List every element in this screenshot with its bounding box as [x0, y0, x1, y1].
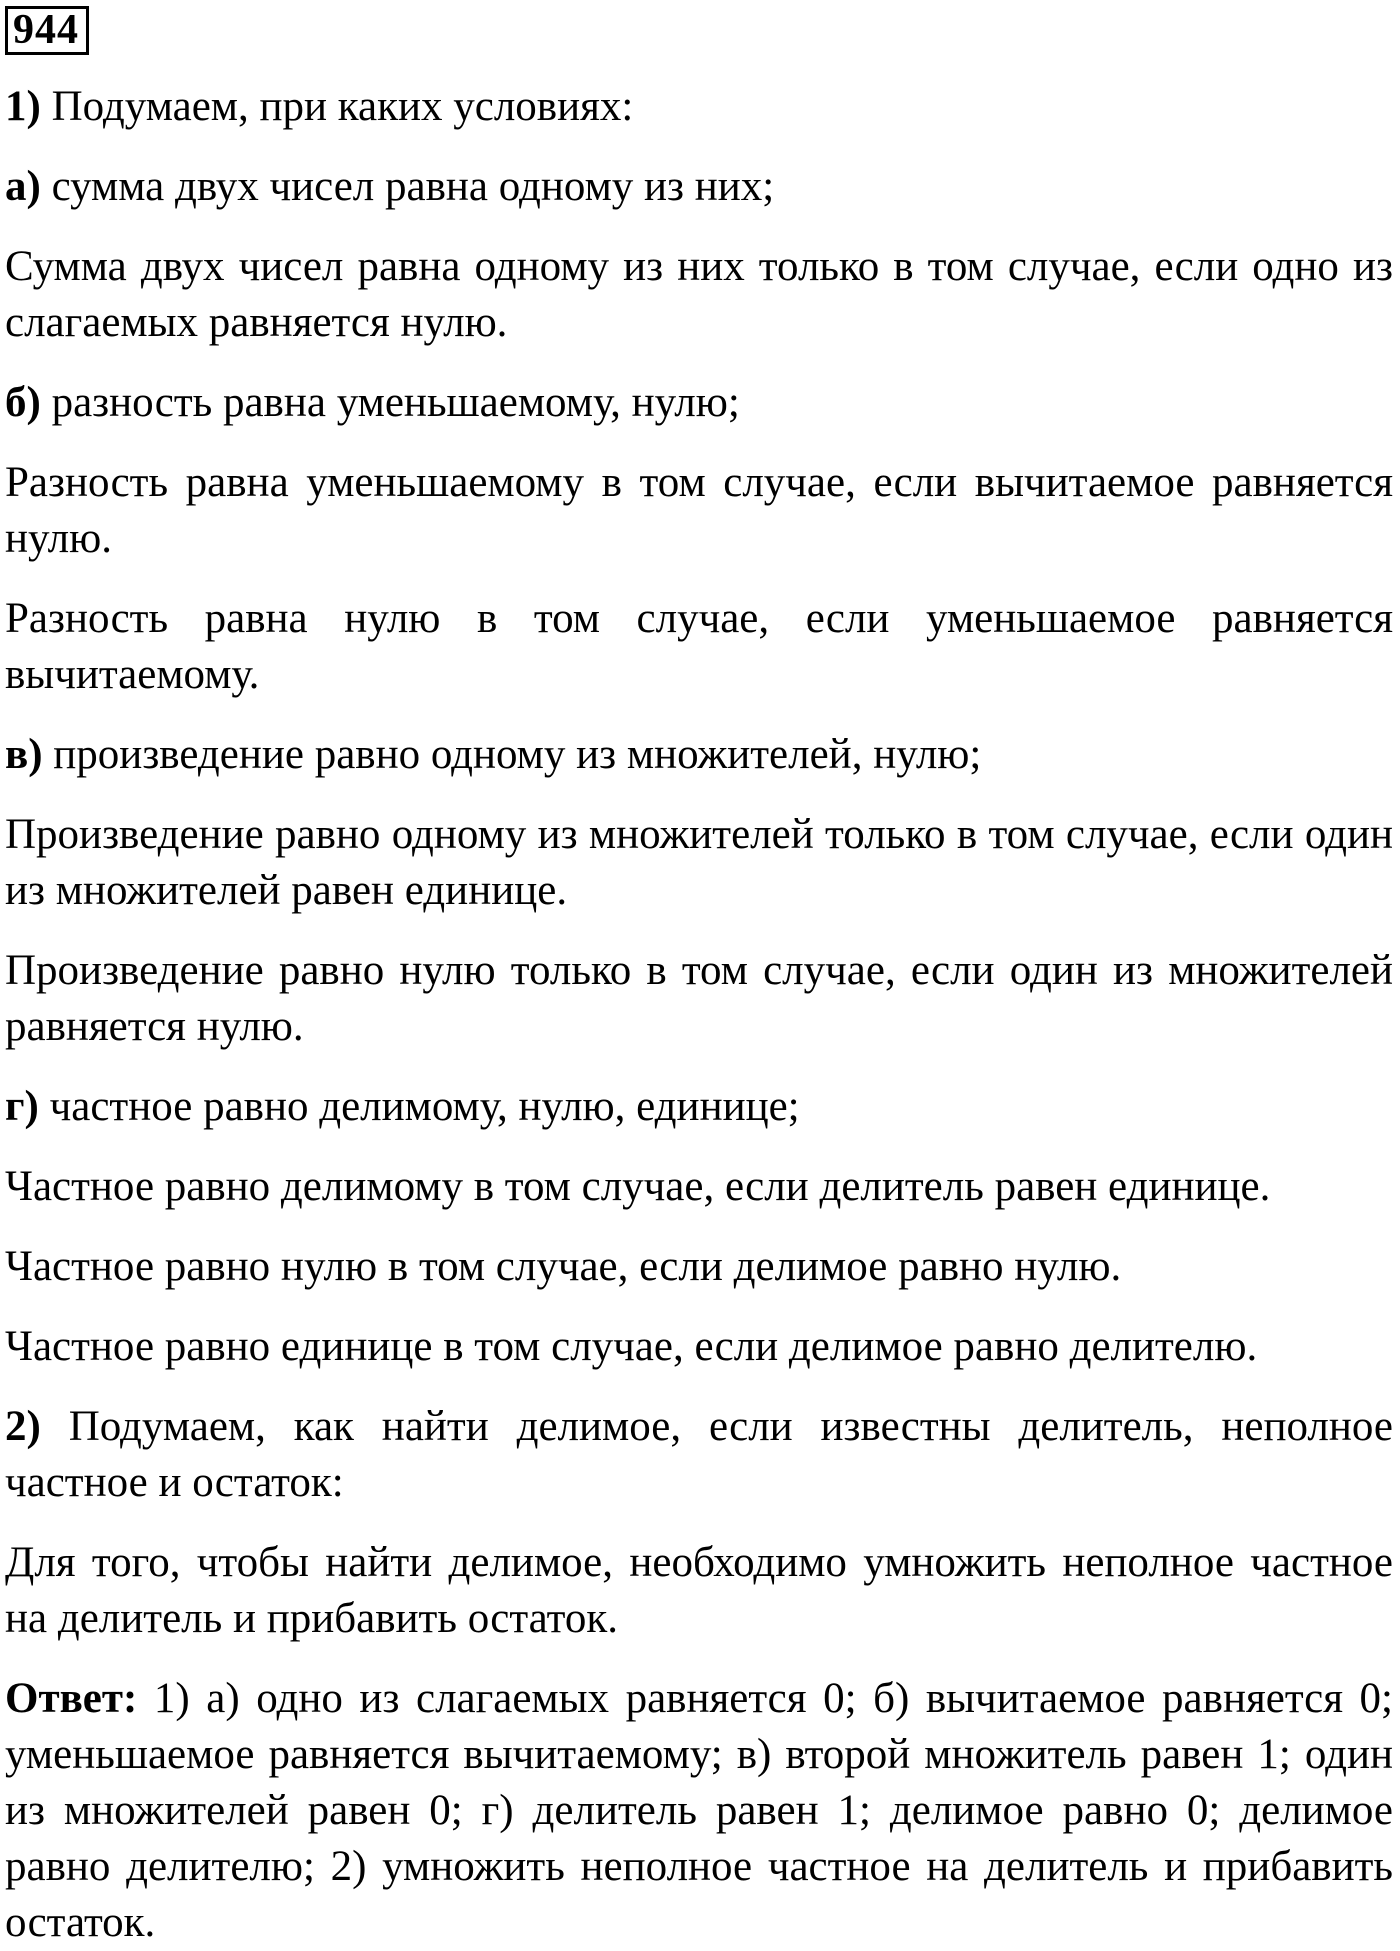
question-v-text: произведение равно одному из множителей, нулю;: [42, 731, 982, 778]
question-b: [5, 375, 1393, 431]
answer-b-1: Разность равна уменьшаемому в том случае, если вычитаемое равняется нулю.: [5, 459, 1393, 562]
answer-g-1: Частное равно делимому в том случае, если делитель равен единице.: [5, 1163, 1271, 1210]
final-answer: [5, 1671, 1393, 1951]
question-b-text: разность равна уменьшаемому, нулю;: [40, 379, 740, 426]
question-b-label: б): [5, 379, 41, 426]
answer-v-2: Произведение равно нулю только в том случае, если один из множителей равняется нулю.: [5, 947, 1393, 1050]
task-number-box: 944: [5, 6, 89, 55]
answer-a: Сумма двух чисел равна одному из них только в том случае, если одно из слагаемых равняется нулю.: [5, 243, 1393, 346]
part2-label: 2): [5, 1403, 41, 1450]
final-answer-label: Ответ:: [5, 1675, 138, 1722]
final-answer-text: 1) а) одно из слагаемых равняется 0; б) вычитаемое равняется 0; уменьшаемое равняется вычитаемому; в) второй множитель равен 1; один из множителей равен 0; г) делитель равен 1; делимое равно 0; делимое равно делителю; 2) умножить неполное частное на делитель и прибавить остаток.: [5, 1675, 1393, 1946]
answer-b-2: Разность равна нулю в том случае, если уменьшаемое равняется вычитаемому.: [5, 595, 1393, 698]
part2-question: [5, 1399, 1393, 1511]
solution-page: [5, 6, 1393, 1951]
answer-g-2: Частное равно нулю в том случае, если делимое равно нулю.: [5, 1243, 1122, 1290]
answer-g-3: Частное равно единице в том случае, если делимое равно делителю.: [5, 1323, 1258, 1370]
question-v-label: в): [5, 731, 43, 778]
part2-answer: Для того, чтобы найти делимое, необходимо умножить неполное частное на делитель и прибавить остаток.: [5, 1539, 1393, 1642]
question-g-label: г): [5, 1083, 39, 1130]
question-g-text: частное равно делимому, нулю, единице;: [38, 1083, 800, 1130]
part2-question-text: Подумаем, как найти делимое, если известны делитель, неполное частное и остаток:: [5, 1403, 1393, 1506]
answer-v-1: Произведение равно одному из множителей только в том случае, если один из множителей равен единице.: [5, 811, 1393, 914]
part1-intro-text: Подумаем, при каких условиях:: [40, 83, 634, 130]
question-a: [5, 159, 1393, 215]
question-a-text: сумма двух чисел равна одному из них;: [40, 163, 775, 210]
part1-intro: [5, 79, 1393, 135]
question-v: [5, 727, 1393, 783]
question-a-label: а): [5, 163, 41, 210]
part1-label: 1): [5, 83, 41, 130]
question-g: [5, 1079, 1393, 1135]
